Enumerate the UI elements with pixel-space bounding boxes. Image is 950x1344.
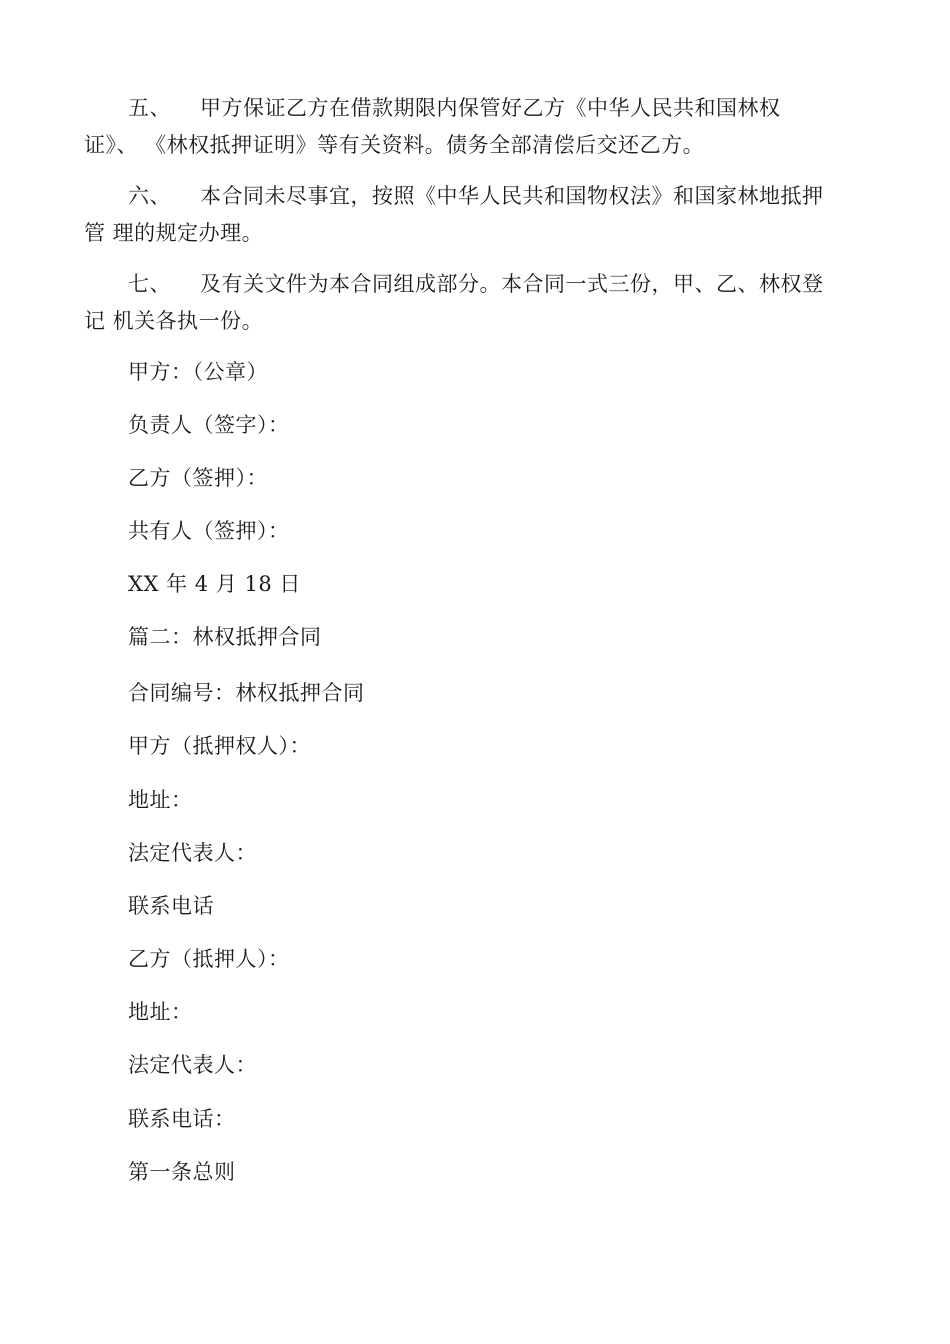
- party-b-phone: 联系电话：: [128, 1107, 236, 1131]
- party-b-heading: 乙方（抵押人）：: [128, 947, 290, 971]
- clause-text-line2: 证》、 《林权抵押证明》等有关资料。债务全部清偿后交还乙方。: [84, 133, 705, 157]
- party-b-signature-line: 乙方（签押）：: [128, 466, 268, 490]
- clause-text-line2: 记 机关各执一份。: [84, 309, 264, 333]
- party-a-seal-line: 甲方：（公章）: [128, 360, 268, 384]
- article-1-heading: 第一条总则: [128, 1160, 236, 1184]
- party-a-legal-representative: 法定代表人：: [128, 841, 257, 865]
- section-heading: 篇二：林权抵押合同: [128, 625, 322, 649]
- party-a-address: 地址：: [128, 788, 193, 812]
- clause-text-line2: 管 理的规定办理。: [84, 221, 264, 245]
- clause-number: 六、: [128, 184, 171, 208]
- party-b-legal-representative: 法定代表人：: [128, 1053, 257, 1077]
- clause-text-line1: 本合同未尽事宜，按照《中华人民共和国物权法》和国家林地抵押: [200, 184, 824, 208]
- signing-date: XX 年 4 月 18 日: [128, 572, 301, 596]
- contract-number: 合同编号：林权抵押合同: [128, 681, 365, 705]
- clause-7: [84, 266, 854, 340]
- party-a-heading: 甲方（抵押权人）：: [128, 734, 311, 758]
- clause-6: [84, 178, 854, 252]
- clause-5: [84, 90, 854, 164]
- clause-text-line1: 甲方保证乙方在借款期限内保管好乙方《中华人民共和国林权: [200, 96, 781, 120]
- responsible-person-signature-line: 负责人（签字）：: [128, 413, 290, 437]
- clause-number: 五、: [128, 96, 171, 120]
- party-a-phone: 联系电话: [128, 894, 214, 918]
- clause-text-line1: 及有关文件为本合同组成部分。本合同一式三份，甲、乙、林权登: [200, 272, 824, 296]
- party-b-address: 地址：: [128, 1000, 193, 1024]
- co-owner-signature-line: 共有人（签押）：: [128, 519, 290, 543]
- clause-number: 七、: [128, 272, 171, 296]
